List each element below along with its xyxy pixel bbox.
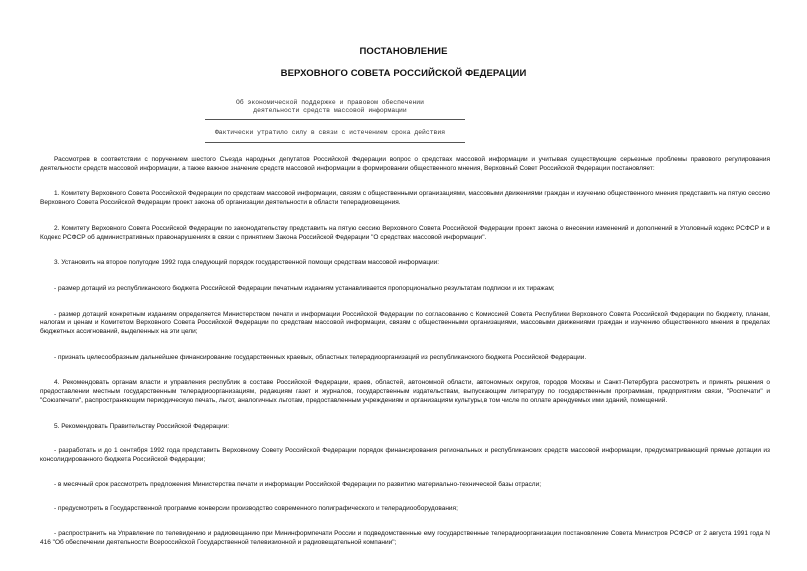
divider	[205, 119, 465, 120]
divider	[205, 142, 465, 143]
paragraph: - размер дотаций конкретным изданиям определяется Министерством печати и информации Российской Федерации по согласованию с Комиссией Совета Республики Верховного Совета Российской Федерации по бюджету, планам, налогам и ценам и Комитетом Верховного Совета Российской Федерации по средствам массовой информации, связям с общественными организациями, массовыми движениями граждан и изучению общественного мнения в пределах бюджетных ассигнований, выделенных на эти цели;	[40, 310, 770, 336]
document-status: Фактически утратило силу в связи с истечением срока действия	[214, 129, 446, 136]
paragraph: - размер дотаций из республиканского бюджета Российской Федерации печатным изданиям устанавливается пропорционально результатам подписки и их тиражам;	[54, 284, 555, 292]
paragraph: 3. Установить на второе полугодие 1992 года следующий порядок государственной помощи средствам массовой информации:	[54, 259, 440, 267]
paragraph: - разработать и до 1 сентября 1992 года представить Верховному Совету Российской Федерации порядок финансирования региональных и республиканских средств массовой информации, предусматривающий прямые дотации из консолидированного бюджета Российской Федерации;	[40, 447, 770, 463]
document-subject-line-2: деятельности средств массовой информации	[253, 107, 407, 114]
paragraph: - распространить на Управление по телевидению и радиовещанию при Мининформпечати России и подведомственные ему государственные телерадиоорганизации постановление Совета Министров РСФСР от 2 августа 1991 года N 416 "Об обеспечении деятельности Всероссийской Государственной телевизионной и радиовещательной компании";	[40, 530, 770, 546]
paragraph: 1. Комитету Верховного Совета Российской Федерации по средствам массовой информации, связям с общественными организациями, массовыми движениями граждан и изучению общественного мнения представить на пятую сессию Верховного Совета Российской Федерации проект закона об организации деятельности в области телерадиовещения.	[40, 190, 770, 207]
paragraph: - признать целесообразным дальнейшее финансирование государственных краевых, областных телерадиоорганизаций из республиканского бюджета Российской Федерации.	[54, 353, 587, 361]
paragraph: - в месячный срок рассмотреть предложения Министерства печати и информации Российской Федерации по развитию материально-технической базы отрасли;	[54, 480, 542, 488]
paragraph: 4. Рекомендовать органам власти и управления республик в составе Российской Федерации, краев, областей, автономной области, автономных округов, городов Москвы и Санкт-Петербурга рассмотреть и принять решения о предоставлении местным государственным телерадиоорганизациям, редакциям газет и журналов, государственным издательствам, выпускающим литературу по государственным программам, предприятиям связи, "Роспечати" и "Союзпечати", распространяющим периодическую печать, льгот, аналогичных льготам, предоставленным учреждениям и организациям культуры,в том числе по оплате арендуемых ими зданий, помещений.	[40, 379, 770, 404]
document-subject-line-1: Об экономической поддержке и правовом обеспечении	[236, 99, 424, 106]
paragraph: 2. Комитету Верховного Совета Российской Федерации по законодательству представить на пятую сессию Верховного Совета Российской Федерации проект закона о внесении изменений и дополнений в Уголовный кодекс РСФСР и в Кодекс РСФСР об административных правонарушениях в связи с принятием Закона Российской Федерации "О средствах массовой информации".	[40, 224, 770, 241]
paragraph: - предусмотреть в Государственной программе конверсии производство современного полиграфического и телерадиооборудования;	[54, 505, 458, 513]
document-issuer: ВЕРХОВНОГО СОВЕТА РОССИЙСКОЙ ФЕДЕРАЦИИ	[280, 68, 527, 79]
document-body	[40, 156, 770, 563]
document-title: ПОСТАНОВЛЕНИЕ	[359, 46, 448, 57]
paragraph: 5. Рекомендовать Правительству Российской Федерации:	[54, 422, 230, 430]
paragraph-preamble: Рассмотрев в соответствии с поручением шестого Съезда народных депутатов Российской Федерации вопрос о средствах массовой информации и учитывая существующие серьезные проблемы правового регулирования деятельности средств массовой информации, а также важное значение средств массовой информации в формировании общественного мнения, Верховный Совет Российской Федерации постановляет:	[40, 156, 770, 172]
